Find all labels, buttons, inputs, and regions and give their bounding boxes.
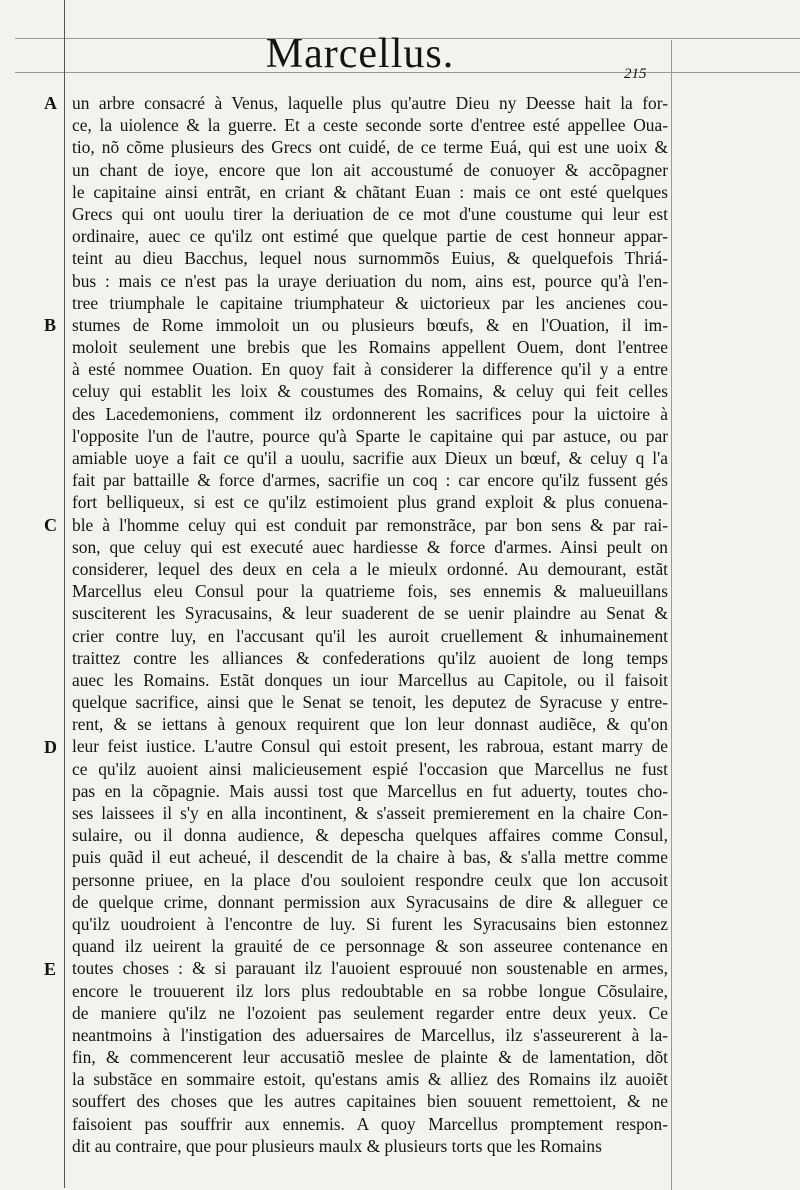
- text-line: pas en la cõpagnie. Mais aussi tost que Marcellus en fut aduerty, toutes cho-: [72, 780, 668, 801]
- text-line: ses laissees il s'y en alla incontinent, & s'asseit premierement en la chaire Con-: [72, 803, 668, 823]
- text-line: bus : mais ce n'est pas la uraye deriuation du nom, ains est, pource qu'à l'en-: [72, 270, 668, 291]
- right-margin-rule: [671, 40, 672, 1190]
- left-margin-rule: [64, 0, 65, 1188]
- text-line: sulaire, ou il donna audience, & depescha quelques affaires comme Consul,: [72, 825, 668, 846]
- text-line: l'opposite l'un de l'autre, pource qu'à Sparte le capitaine qui par astuce, ou par: [72, 425, 668, 446]
- text-line: son, que celuy qui est executé auec hardiesse & force d'armes. Ainsi peult on: [72, 536, 668, 557]
- text-line: un arbre consacré à Venus, laquelle plus qu'autre Dieu ny Deesse hait la for-: [72, 93, 668, 113]
- text-line: dit au contraire, que pour plusieurs maulx & plusieurs torts que les Romains: [72, 1135, 602, 1156]
- text-line: rent, & se iettans à genoux requirent que lon leur donnast audiẽce, & qu'on: [72, 714, 668, 735]
- text-line: à esté nommee Ouation. En quoy fait à considerer la difference qu'il y a entre: [72, 359, 668, 380]
- text-line: de quelque crime, donnant permission aux Syracusains de dire & alleguer ce: [72, 891, 668, 912]
- text-line: ce qu'ilz auoient ainsi malicieusement espié l'occasion que Marcellus ne fust: [72, 758, 668, 779]
- margin-letter: C: [44, 514, 57, 535]
- text-line: fait par battaille & force d'armes, sacrifie un coq : car encore qu'ilz fussent gés: [72, 470, 668, 491]
- margin-letter: D: [44, 736, 57, 757]
- text-line: qu'ilz uoudroient à l'encontre de luy. Si furent les Syracusains bien estonnez: [72, 913, 668, 934]
- text-line: traittez contre les alliances & confederations qu'ilz auoient de long temps: [72, 647, 668, 668]
- text-line: puis quãd il eut acheué, il descendit de la chaire à bas, & s'alla mettre comme: [72, 847, 668, 868]
- text-line: leur feist iustice. L'autre Consul qui estoit present, les rabroua, estant marry de: [72, 736, 668, 757]
- text-line: celuy qui establit les loix & coustumes des Romains, & celuy qui feit celles: [72, 381, 668, 402]
- margin-letter: E: [44, 958, 57, 979]
- text-line: des Lacedemoniens, comment ilz ordonnerent les sacrifices pour la uictoire à: [72, 403, 668, 424]
- text-line: le capitaine ainsi entrãt, en criant & chãtant Euan : mais ce ont esté quelques: [72, 181, 668, 202]
- text-line: personne priuee, en la place d'ou souloient respondre ceulx que lon accusoit: [72, 869, 668, 890]
- text-line: ble à l'homme celuy qui est conduit par remonstrãce, par bon sens & par rai-: [72, 514, 668, 535]
- text-line: la substãce en sommaire estoit, qu'estans amis & alliez des Romains ilz auoiẽt: [72, 1069, 668, 1090]
- body-text: [72, 92, 668, 1157]
- text-line: un chant de ioye, encore que lon ait accoustumé de conuoyer & accõpagner: [72, 159, 668, 180]
- text-line: amiable uoye a fait ce qu'il a uoulu, sacrifie aux Dieux un bœuf, & celuy q l'a: [72, 448, 668, 468]
- text-line: crier contre luy, en l'accusant qu'il les auroit cruellement & inhumainement: [72, 625, 668, 646]
- text-line: Grecs qui ont uoulu tirer la deriuation de ce mot d'une coustume qui leur est: [72, 203, 668, 224]
- text-line: susciterent les Syracusains, & leur suaderent de se uenir plaindre au Senat &: [72, 603, 668, 624]
- text-line: tio, nõ cõme plusieurs des Grecs ont cuidé, de ce terme Euá, qui est une uoix &: [72, 137, 668, 158]
- text-line: toutes choses : & si parauant ilz l'auoient esprouué non soustenable en armes,: [72, 958, 668, 979]
- text-line: auec les Romains. Estãt donques un iour Marcellus au Capitole, ou il faisoit: [72, 669, 668, 690]
- text-line: tree triumphale le capitaine triumphateur & uictorieux par les ancienes cou-: [72, 292, 668, 313]
- text-line: fin, & commencerent leur accusatiõ meslee de plainte & de lamentation, dõt: [72, 1047, 668, 1068]
- text-line: neantmoins à l'instigation des aduersaires de Marcellus, ilz s'asseurerent à la-: [72, 1024, 668, 1045]
- text-line: fort belliqueux, si est ce qu'ilz estimoient plus grand exploit & plus conuena-: [72, 492, 668, 513]
- text-line: de maniere qu'ilz ne l'ozoient pas seulement regarder entre deux yeux. Ce: [72, 1002, 668, 1023]
- text-line: considerer, lequel des deux en cela a le mieulx ordonné. Au demourant, estãt: [72, 558, 668, 579]
- text-line: encore le trouuerent ilz lors plus redoubtable en sa robbe longue Cõsulaire,: [72, 980, 668, 1001]
- page-number: 215: [624, 66, 647, 82]
- text-line: teint au dieu Bacchus, lequel nous surnommõs Euius, & quelquefois Thriá-: [72, 248, 668, 269]
- text-line: ordinaire, auec ce qu'ilz ont estimé que quelque partie de cest honneur appar-: [72, 226, 668, 247]
- text-line: moloit seulement une brebis que les Romains appellent Ouem, dont l'entree: [72, 337, 668, 358]
- text-line: souffert des choses que les autres capitaines bien souuent remettoient, & ne: [72, 1091, 668, 1112]
- text-line: quand ilz ueirent la grauité de ce personnage & son asseuree contenance en: [72, 936, 668, 957]
- margin-letter: B: [44, 315, 57, 335]
- text-line: quelque sacrifice, ainsi que le Senat se tenoit, les deputez de Syracuse y entre-: [72, 692, 668, 713]
- text-line: faisoient pas souffrir aux ennemis. A quoy Marcellus promptement respon-: [72, 1113, 668, 1134]
- text-line: ce, la uiolence & la guerre. Et a ceste seconde sorte d'entree esté appellee Oua-: [72, 115, 668, 136]
- text-line: stumes de Rome immoloit un ou plusieurs bœufs, & en l'Ouation, il im-: [72, 314, 668, 335]
- text-line: Marcellus eleu Consul pour la quatrieme fois, ses ennemis & malueuillans: [72, 581, 668, 602]
- margin-letter: A: [44, 93, 57, 113]
- page-title: Marcellus.: [265, 31, 455, 77]
